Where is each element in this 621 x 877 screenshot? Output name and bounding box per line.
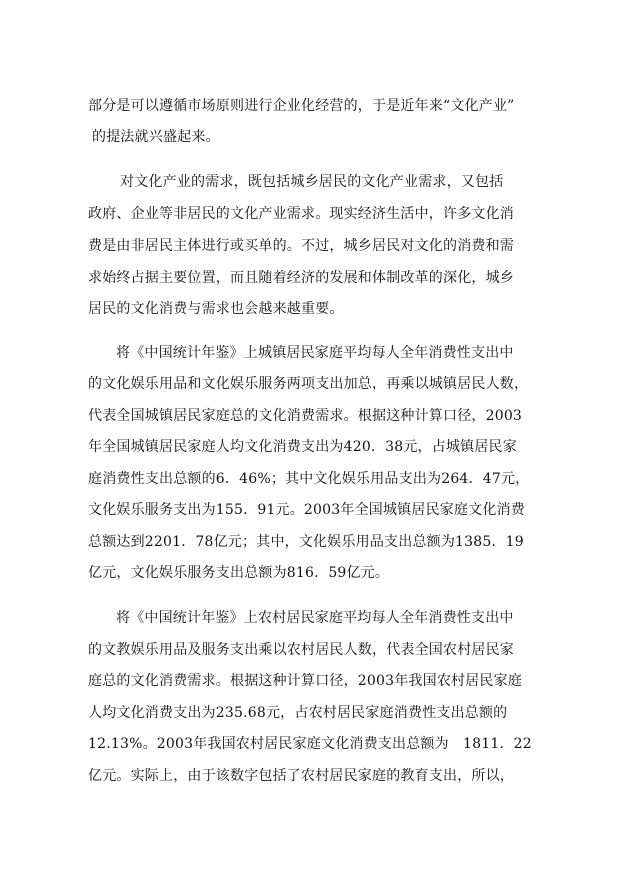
text-line: 庭总的文化消费需求。根据这种计算口径，2003年我国农村居民家庭 (88, 673, 523, 689)
text-line: 总额达到2201．78亿元；其中，文化娱乐用品支出总额为1385．19 (88, 534, 524, 550)
text-line: 求始终占据主要位置，而且随着经济的发展和体制改革的深化，城乡 (88, 270, 514, 286)
text-line: 将《中国统计年鉴》上农村居民家庭平均每人全年消费性支出中 (116, 610, 514, 626)
text-line: 的文教娱乐用品及服务支出乘以农村居民人数，代表全国农村居民家 (88, 642, 514, 658)
text-line: 将《中国统计年鉴》上城镇居民家庭平均每人全年消费性支出中 (116, 345, 514, 361)
text-line: 费是由非居民主体进行或买单的。不过，城乡居民对文化的消费和需 (88, 238, 514, 254)
text-line: 人均文化消费支出为235.68元，占农村居民家庭消费性支出总额的 (88, 705, 508, 721)
text-line: 文化娱乐服务支出为155．91元。2003年全国城镇居民家庭文化消费 (88, 502, 525, 518)
text-line: 年全国城镇居民家庭人均文化消费支出为420．38元，占城镇居民家 (88, 439, 517, 455)
text-line: 部分是可以遵循市场原则进行企业化经营的，于是近年来“文化产业” (88, 98, 515, 114)
text-line: 亿元，文化娱乐服务支出总额为816．59亿元。 (88, 565, 390, 581)
text-line: 的文化娱乐用品和文化娱乐服务两项支出加总，再乘以城镇居民人数， (88, 376, 529, 392)
text-line: 的提法就兴盛起来。 (92, 129, 220, 145)
text-line: 庭消费性支出总额的6．46%；其中文化娱乐用品支出为264．47元， (88, 471, 530, 487)
text-line: 政府、企业等非居民的文化产业需求。现实经济生活中，许多文化消 (88, 206, 514, 222)
text-line: 亿元。实际上，由于该数字包括了农村居民家庭的教育支出，所以， (88, 768, 514, 784)
text-line: 12.13%。2003年我国农村居民家庭文化消费支出总额为 1811．22 (88, 736, 532, 752)
text-line: 居民的文化消费与需求也会越来越重要。 (88, 301, 344, 317)
text-line: 代表全国城镇居民家庭总的文化消费需求。根据这种计算口径，2003 (88, 408, 523, 424)
text-line: 对文化产业的需求，既包括城乡居民的文化产业需求，又包括 (120, 174, 504, 190)
